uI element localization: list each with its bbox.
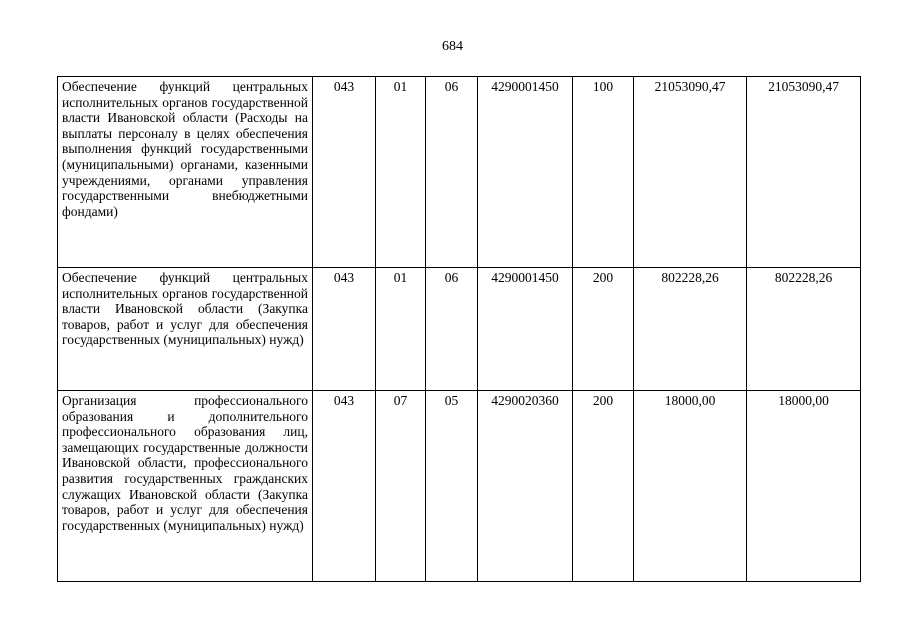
subsection-code: 06 <box>426 77 478 268</box>
row-description: Обеспечение функций центральных исполнительных органов государственной власти Ивановской области (Расходы на выплаты персоналу в целях обеспечения выполнения функций государственными (муниципальными) органами, казенными учреждениями, органами управления государственными внебюджетными фондами) <box>58 77 313 268</box>
subsection-code: 06 <box>426 268 478 391</box>
amount-2: 21053090,47 <box>747 77 861 268</box>
section-code: 01 <box>376 268 426 391</box>
target-article-code: 4290001450 <box>478 77 573 268</box>
ministry-code: 043 <box>313 268 376 391</box>
ministry-code: 043 <box>313 77 376 268</box>
amount-2: 18000,00 <box>747 391 861 582</box>
amount-1: 18000,00 <box>634 391 747 582</box>
expense-type-code: 100 <box>573 77 634 268</box>
target-article-code: 4290001450 <box>478 268 573 391</box>
expense-type-code: 200 <box>573 268 634 391</box>
amount-1: 21053090,47 <box>634 77 747 268</box>
target-article-code: 4290020360 <box>478 391 573 582</box>
table-row <box>58 391 861 582</box>
row-description: Обеспечение функций центральных исполнительных органов государственной власти Ивановской области (Закупка товаров, работ и услуг для обеспечения государственных (муниципальных) нужд) <box>58 268 313 391</box>
section-code: 01 <box>376 77 426 268</box>
row-description: Организация профессионального образования и дополнительного профессионального образования лиц, замещающих государственные должности Ивановской области, профессионального развития государственных гражданских служащих Ивановской области (Закупка товаров, работ и услуг для обеспечения государственных (муниципальных) нужд) <box>58 391 313 582</box>
subsection-code: 05 <box>426 391 478 582</box>
page-number: 684 <box>442 39 463 54</box>
section-code: 07 <box>376 391 426 582</box>
ministry-code: 043 <box>313 391 376 582</box>
amount-1: 802228,26 <box>634 268 747 391</box>
expense-type-code: 200 <box>573 391 634 582</box>
table-row <box>58 77 861 268</box>
table-row <box>58 268 861 391</box>
budget-table <box>57 76 861 582</box>
amount-2: 802228,26 <box>747 268 861 391</box>
